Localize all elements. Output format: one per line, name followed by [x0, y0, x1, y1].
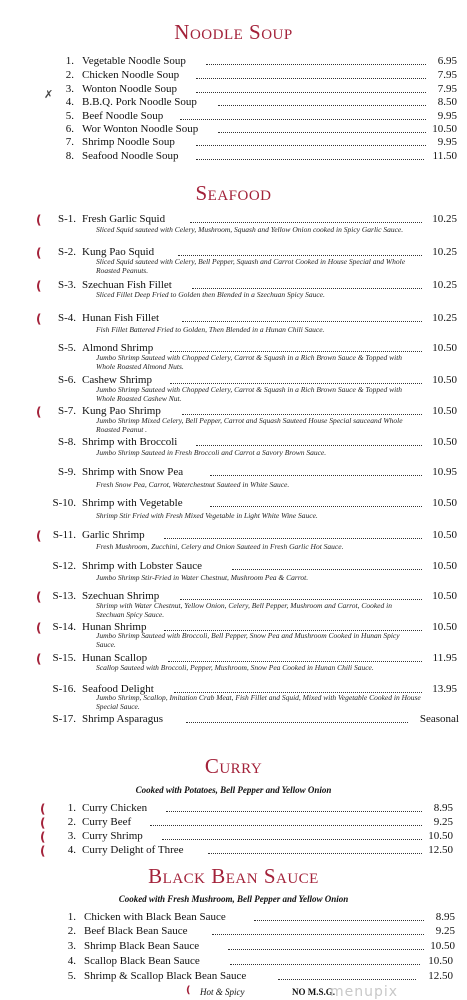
item-number: S-3.: [57, 279, 76, 291]
item-number: S-7.: [57, 405, 76, 417]
dot-leader: [254, 911, 424, 921]
item-number: 3.: [67, 830, 76, 842]
item-name: Almond Shrimp: [82, 342, 154, 354]
dot-leader: [192, 279, 422, 289]
item-price: 10.50: [432, 405, 457, 417]
menu-item: [0, 136, 467, 150]
item-name: Hunan Scallop: [82, 652, 148, 664]
item-name: Hunan Shrimp: [82, 621, 147, 633]
item-price: 10.50: [430, 940, 455, 952]
dot-leader: [196, 83, 426, 93]
menu-item: [0, 497, 467, 511]
item-price: 8.95: [435, 911, 455, 923]
chili-pepper-icon: (: [36, 529, 42, 543]
item-name: Kung Pao Shrimp: [82, 405, 161, 417]
menu-item: [0, 55, 467, 69]
dot-leader: [164, 621, 422, 631]
chili-pepper-icon: (: [36, 590, 42, 604]
item-name: Shrimp Noodle Soup: [82, 136, 175, 148]
hot-spicy-legend: Hot & Spicy: [200, 987, 245, 997]
item-description: Fish Fillet Battered Fried to Golden, Then Blended in a Hunan Chili Sauce.: [96, 325, 325, 334]
dot-leader: [182, 312, 422, 322]
item-price: 10.50: [432, 497, 457, 509]
item-price: 8.50: [437, 96, 457, 108]
item-number: S-13.: [52, 590, 76, 602]
item-price: 12.50: [428, 844, 453, 856]
item-description: Jumbo Shrimp Stir-Fried in Water Chestnut, Mushroom Pea & Carrot.: [96, 573, 309, 582]
item-name: Curry Beef: [82, 816, 132, 828]
item-number: 2.: [67, 816, 76, 828]
item-price: 9.95: [437, 136, 457, 148]
item-name: Seafood Noodle Soup: [82, 150, 179, 162]
item-price: 10.25: [432, 312, 457, 324]
item-number: S-16.: [52, 683, 76, 695]
dot-leader: [186, 713, 408, 723]
item-name: Shrimp with Snow Pea: [82, 466, 184, 478]
item-description: Jumbo Shrimp Sauteed with Chopped Celery, Carrot & Squash in a Rich Brown Sauce & Topped with Whole Roasted Almond Nuts.: [96, 353, 403, 371]
dot-leader: [150, 816, 422, 826]
menu-item: [0, 466, 467, 480]
item-number: 1.: [65, 55, 74, 67]
dot-leader: [210, 497, 422, 507]
item-description: Sliced Fillet Deep Fried to Golden then Blended in a Szechuan Spicy Sauce.: [96, 290, 325, 299]
chili-pepper-icon: (: [36, 621, 42, 635]
dot-leader: [180, 110, 426, 120]
dot-leader: [180, 590, 422, 600]
item-number: 4.: [65, 96, 74, 108]
chili-pepper-icon: (: [36, 213, 42, 227]
item-number: S-15.: [52, 652, 76, 664]
chili-pepper-icon: (: [36, 405, 42, 419]
dot-leader: [218, 123, 426, 133]
item-price: 10.50: [432, 621, 457, 633]
menu-item: [0, 816, 467, 830]
item-name: Scallop Black Bean Sauce: [84, 955, 200, 967]
item-number: 2.: [65, 69, 74, 81]
menu-item: [0, 844, 467, 858]
dot-leader: [196, 436, 422, 446]
item-number: 8.: [65, 150, 74, 162]
chili-pepper-icon: (: [36, 652, 42, 666]
item-price: 10.50: [432, 123, 457, 135]
item-description: Fresh Mushroom, Zucchini, Celery and Onion Sauteed in Fresh Garlic Hot Sauce.: [96, 542, 344, 551]
item-description: Jumbo Shrimp Mixed Celery, Bell Pepper, Carrot and Squash Sauteed House Special sauceand Whole Roasted Peanut .: [96, 416, 403, 434]
dot-leader: [196, 150, 424, 160]
chili-pepper-icon: (: [36, 246, 42, 260]
item-number: S-6.: [57, 374, 76, 386]
item-name: Shrimp & Scallop Black Bean Sauce: [84, 970, 247, 982]
item-price: 7.95: [437, 83, 457, 95]
item-name: Kung Pao Squid: [82, 246, 155, 258]
item-number: S-14.: [52, 621, 76, 633]
chili-pepper-icon: (: [36, 312, 42, 326]
item-price: 10.50: [432, 436, 457, 448]
item-name: Hunan Fish Fillet: [82, 312, 160, 324]
dot-leader: [212, 925, 424, 935]
item-number: S-17.: [52, 713, 76, 725]
item-price: 10.50: [428, 955, 453, 967]
curry-heading: Curry: [204, 754, 263, 778]
item-number: S-11.: [52, 529, 76, 541]
item-name: Shrimp with Lobster Sauce: [82, 560, 203, 572]
item-price: 10.50: [432, 560, 457, 572]
dot-leader: [218, 96, 426, 106]
item-name: Beef Black Bean Sauce: [84, 925, 188, 937]
item-name: Curry Shrimp: [82, 830, 143, 842]
item-name: Curry Delight of Three: [82, 844, 184, 856]
dot-leader: [162, 830, 422, 840]
dot-leader: [170, 374, 422, 384]
item-price: 6.95: [437, 55, 457, 67]
seafood-heading: Seafood: [195, 181, 272, 205]
dot-leader: [278, 970, 416, 980]
chili-pepper-icon: (: [40, 830, 46, 844]
item-name: Chicken with Black Bean Sauce: [84, 911, 226, 923]
item-name: Garlic Shrimp: [82, 529, 145, 541]
item-description: Sliced Squid sauteed with Celery, Bell Pepper, Squash and Carrot Cooked in House Special and Whole Roasted Peanuts.: [96, 257, 406, 275]
item-price: 12.50: [428, 970, 453, 982]
dot-leader: [182, 405, 422, 415]
menu-item: [0, 96, 467, 110]
item-name: Cashew Shrimp: [82, 374, 152, 386]
item-description: Shrimp Stir Fried with Fresh Mixed Vegetable in Light White Wine Sauce.: [96, 511, 318, 520]
item-price: 13.95: [432, 683, 457, 695]
watermark: menupix: [330, 984, 399, 1000]
item-number: 4.: [67, 955, 76, 967]
dot-leader: [208, 844, 422, 854]
item-price: 10.25: [432, 279, 457, 291]
item-name: Chicken Noodle Soup: [82, 69, 180, 81]
menu-item: [0, 970, 467, 984]
menu-item: [0, 529, 467, 543]
item-number: 1.: [67, 802, 76, 814]
item-price: 10.25: [432, 246, 457, 258]
item-price: 11.50: [432, 150, 457, 162]
item-number: 7.: [65, 136, 74, 148]
dot-leader: [228, 940, 424, 950]
dot-leader: [170, 342, 422, 352]
item-price: 11.95: [432, 652, 457, 664]
chili-pepper-icon: (: [186, 985, 191, 996]
item-name: Curry Chicken: [82, 802, 148, 814]
menu-item: [0, 911, 467, 925]
menu-item: [0, 110, 467, 124]
menu-item: [0, 955, 467, 969]
item-number: 2.: [67, 925, 76, 937]
item-number: S-8.: [57, 436, 76, 448]
menu-item: [0, 312, 467, 326]
menu-item: [0, 830, 467, 844]
menu-item: [0, 940, 467, 954]
item-name: Szechuan Shrimp: [82, 590, 160, 602]
item-number: 1.: [67, 911, 76, 923]
dot-leader: [166, 802, 422, 812]
dot-leader: [210, 466, 422, 476]
item-number: S-4.: [57, 312, 76, 324]
dot-leader: [196, 69, 426, 79]
item-name: Seafood Delight: [82, 683, 154, 695]
menu-item: [0, 123, 467, 137]
item-price: 10.50: [432, 342, 457, 354]
item-price: 10.50: [432, 590, 457, 602]
item-number: 3.: [65, 83, 74, 95]
dot-leader: [174, 683, 422, 693]
no-msg-note: NO M.S.G.: [292, 987, 336, 997]
item-description: Jumbo Shrimp Sauteed with Chopped Celery, Carrot & Squash in a Rich Brown Sauce & Topped with Whole Roasted Cashew Nut.: [96, 385, 403, 403]
item-number: S-10.: [52, 497, 76, 509]
chili-pepper-icon: (: [40, 816, 46, 830]
item-price: 7.95: [437, 69, 457, 81]
item-number: 5.: [65, 110, 74, 122]
dot-leader: [168, 652, 422, 662]
item-name: Beef Noodle Soup: [82, 110, 164, 122]
item-description: Jumbo Shrimp Sauteed with Broccoli, Bell Pepper, Snow Pea and Mushroom Cooked in Hunan Spicy Sauce.: [96, 631, 400, 649]
dot-leader: [178, 246, 422, 256]
menu-item: [0, 560, 467, 574]
curry-subtitle: Cooked with Potatoes, Bell Pepper and Yellow Onion: [135, 785, 332, 795]
item-name: Shrimp Asparagus: [82, 713, 163, 725]
item-name: Shrimp Black Bean Sauce: [84, 940, 200, 952]
item-number: 6.: [65, 123, 74, 135]
menu-item: [0, 69, 467, 83]
item-price: 10.50: [428, 830, 453, 842]
handwritten-mark-icon: ✗: [44, 88, 54, 101]
item-price: 8.95: [433, 802, 453, 814]
item-name: B.B.Q. Pork Noodle Soup: [82, 96, 197, 108]
item-price: 10.95: [432, 466, 457, 478]
item-number: 3.: [67, 940, 76, 952]
item-number: 5.: [67, 970, 76, 982]
item-number: S-2.: [57, 246, 76, 258]
item-description: Jumbo Shrimp Sauteed in Fresh Broccoli and Carrot a Savory Brown Sauce.: [96, 448, 327, 457]
dot-leader: [206, 55, 426, 65]
item-description: Shrimp with Water Chestnut, Yellow Onion, Celery, Bell Pepper, Mushroom and Carrot, Cooked in Szechuan Spicy Sauce.: [96, 601, 392, 619]
item-price: 9.25: [433, 816, 453, 828]
dot-leader: [230, 955, 420, 965]
item-name: Shrimp with Broccoli: [82, 436, 178, 448]
black-bean-sauce-heading: Black Bean Sauce: [148, 864, 319, 888]
item-name: Vegetable Noodle Soup: [82, 55, 186, 67]
item-description: Sliced Squid sauteed with Celery, Mushroom, Squash and Yellow Onion cooked in Spicy Garlic Sauce.: [96, 225, 404, 234]
item-name: Shrimp with Vegetable: [82, 497, 183, 509]
menu-item: [0, 802, 467, 816]
item-price: Seasonal: [419, 713, 459, 725]
dot-leader: [196, 136, 426, 146]
dot-leader: [164, 529, 422, 539]
item-price: 10.25: [432, 213, 457, 225]
item-name: Szechuan Fish Fillet: [82, 279, 172, 291]
item-number: 4.: [67, 844, 76, 856]
item-price: 9.95: [437, 110, 457, 122]
item-number: S-1.: [57, 213, 76, 225]
item-price: 9.25: [435, 925, 455, 937]
item-name: Wonton Noodle Soup: [82, 83, 178, 95]
black-bean-subtitle: Cooked with Fresh Mushroom, Bell Pepper and Yellow Onion: [118, 894, 349, 904]
menu-item: [0, 83, 467, 97]
item-name: Wor Wonton Noodle Soup: [82, 123, 199, 135]
menu-item: [0, 925, 467, 939]
item-description: Jumbo Shrimp, Scallop, Imitation Crab Meat, Fish Fillet and Squid, Mixed with Vegetable Cooked in House Special Sauce.: [96, 693, 421, 711]
chili-pepper-icon: (: [36, 279, 42, 293]
item-description: Scallop Sauteed with Broccoli, Pepper, Mushroom, Snow Pea Cooked in Hunan Chili Sauce.: [96, 663, 374, 672]
dot-leader: [232, 560, 422, 570]
dot-leader: [190, 213, 422, 223]
item-price: 10.50: [432, 374, 457, 386]
menu-item: [0, 150, 467, 164]
item-description: Fresh Snow Pea, Carrot, Waterchestnut Sauteed in White Sauce.: [96, 480, 290, 489]
item-number: S-9.: [57, 466, 76, 478]
item-price: 10.50: [432, 529, 457, 541]
item-number: S-5.: [57, 342, 76, 354]
chili-pepper-icon: (: [40, 802, 46, 816]
item-number: S-12.: [52, 560, 76, 572]
noodle-soup-heading: Noodle Soup: [174, 20, 293, 44]
menu-item: [0, 713, 467, 727]
chili-pepper-icon: (: [40, 844, 46, 858]
item-name: Fresh Garlic Squid: [82, 213, 166, 225]
